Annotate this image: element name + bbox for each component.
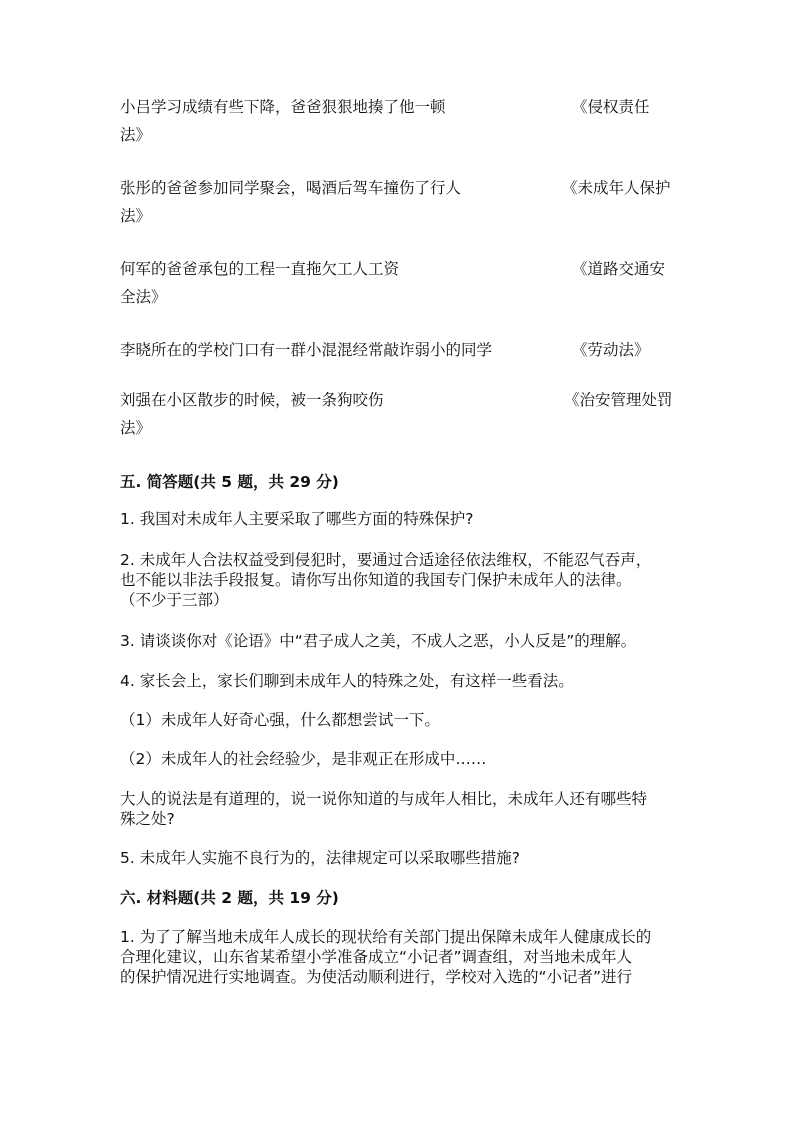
question-line: 2. 未成年人合法权益受到侵犯时，要通过合适途径依法维权，不能忍气吞声，: [120, 551, 652, 569]
question-text: [120, 848, 670, 868]
matching-law-continued: 全法》: [120, 288, 167, 306]
matching-case: 李晓所在的学校门口有一群小混混经常敲诈弱小的同学: [120, 341, 493, 359]
matching-law: 《治安管理处罚: [564, 391, 673, 409]
question-line: 5. 未成年人实施不良行为的，法律规定可以采取哪些措施?: [120, 849, 520, 867]
question-text: [120, 631, 670, 651]
question-line: （2）未成年人的社会经验少，是非观正在形成中……: [120, 750, 487, 768]
question-text: [120, 671, 670, 691]
question-line: 1. 我国对未成年人主要采取了哪些方面的特殊保护?: [120, 510, 474, 528]
question-line: 合理化建议，山东省某希望小学准备成立“小记者”调查组，对当地未成年人: [120, 948, 633, 966]
matching-case: 张彤的爸爸参加同学聚会，喝酒后驾车撞伤了行人: [120, 179, 462, 197]
question-line: （1）未成年人好奇心强，什么都想尝试一下。: [120, 711, 440, 729]
question-text: [120, 550, 670, 610]
question-line: （不少于三部）: [120, 591, 229, 609]
matching-law-continued: 法》: [120, 207, 152, 225]
question-line: 殊之处?: [120, 810, 175, 828]
section-title: 五. 简答题(共 5 题，共 29 分): [120, 473, 339, 491]
matching-case: 何军的爸爸承包的工程一直拖欠工人工资: [120, 260, 400, 278]
matching-law: 《道路交通安: [572, 260, 666, 278]
matching-law: 《侵权责任: [572, 98, 650, 116]
question-line: 的保护情况进行实地调查。为使活动顺利进行，学校对入选的“小记者”进行: [120, 968, 633, 986]
question-text: [120, 509, 670, 529]
question-text: [120, 749, 670, 769]
matching-case: 刘强在小区散步的时候，被一条狗咬伤: [120, 391, 384, 409]
matching-law-continued: 法》: [120, 419, 152, 437]
section-title: 六. 材料题(共 2 题，共 19 分): [120, 889, 339, 907]
question-text: [120, 789, 670, 829]
question-line: 大人的说法是有道理的，说一说你知道的与成年人相比，未成年人还有哪些特: [120, 790, 648, 808]
question-text: [120, 927, 670, 987]
question-line: 也不能以非法手段报复。请你写出你知道的我国专门保护未成年人的法律。: [120, 571, 632, 589]
matching-law: 《未成年人保护: [562, 179, 671, 197]
question-line: 1. 为了了解当地未成年人成长的现状给有关部门提出保障未成年人健康成长的: [120, 928, 652, 946]
question-line: 4. 家长会上，家长们聊到未成年人的特殊之处，有这样一些看法。: [120, 672, 574, 690]
question-line: 3. 请谈谈你对《论语》中“君子成人之美，不成人之恶，小人反是”的理解。: [120, 632, 637, 650]
matching-law: 《劳动法》: [572, 341, 650, 359]
question-text: [120, 710, 670, 730]
matching-case: 小吕学习成绩有些下降，爸爸狠狠地揍了他一顿: [120, 98, 446, 116]
matching-law-continued: 法》: [120, 126, 152, 144]
